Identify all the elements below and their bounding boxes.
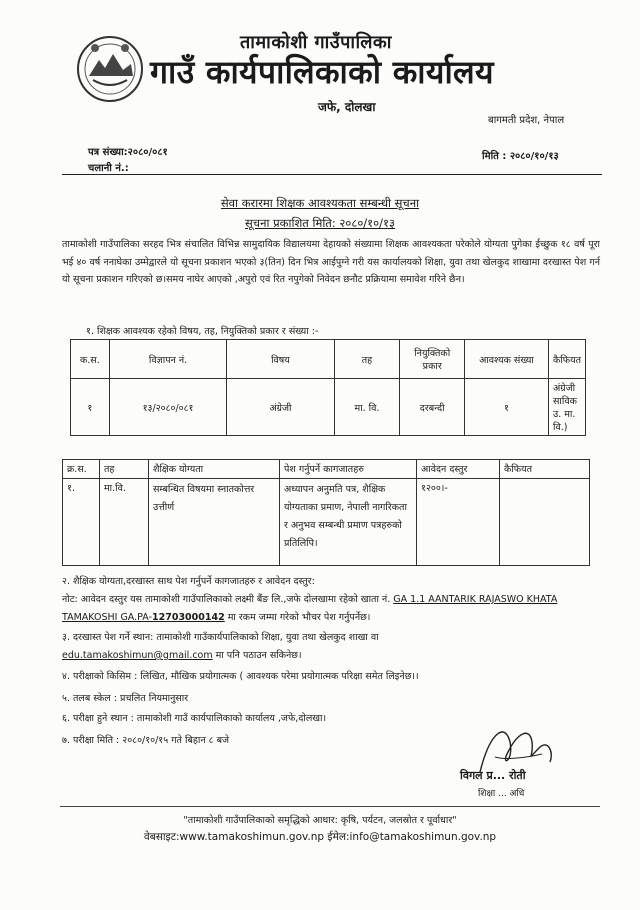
office-location: जफे, दोलखा [318,100,376,114]
cell-remarks [500,479,590,566]
municipality-name: तामाकोशी गाउँपालिका [240,32,392,53]
item-4: ४. परीक्षाको किसिम : लिखित, मौखिक प्रयोगात्मक ( आवश्यक परेमा प्रयोगात्मक परिक्षा समेत लिइनेछ।। [62,671,419,682]
col-sn: क.स. [71,340,110,379]
vacancy-table [70,339,586,436]
notice-publish-date: सूचना प्रकाशित मिति: २०८०/१०/१३ [245,216,395,230]
qualification-table [62,459,590,566]
cell-sn: १ [71,379,110,436]
cell-required-count: १ [464,379,548,436]
item-7: ७. परीक्षा मिति : २०८०/१०/१५ गते बिहान ८ बजे [62,735,230,746]
col-fee: आवेदन दस्तुर [417,460,500,479]
cell-advert-no: १३/२०८०/०८१ [109,379,227,436]
table-header-row [71,340,586,379]
item3-suffix: मा पनि पठाउन सकिनेछ। [212,650,302,661]
col-qualification: शैक्षिक योग्यता [149,460,280,479]
fee-note [62,591,600,627]
cell-qualification: सम्बन्धित विषयमा स्नातकोत्तर उत्तीर्ण [149,479,280,566]
col-remarks: कैफियत [500,460,590,479]
bank-account-name: GA 1.1 AANTARIK RAJASWO KHATA TAMAKOSHI GA.PA- [62,594,558,623]
cell-level: मा. वि. [334,379,400,436]
province-name: बागमती प्रदेश, नेपाल [488,115,565,126]
office-title: गाउँ कार्यपालिकाको कार्यालय [150,53,494,91]
col-required-count: आवश्यक संख्या [464,340,548,379]
government-emblem [75,34,145,104]
note-suffix: मा रकम जम्मा गरेको भौचर पेश गर्नुपर्नेछ। [224,612,371,623]
footer-motto: "तामाकोशी गाउँपालिकाको समृद्धिको आधार: कृषि, पर्यटन, जलस्रोत र पूर्वाधार" [183,815,457,826]
signatory-role: शिक्षा ... अधि [478,789,525,799]
table-row [63,479,590,566]
cell-fee: १२००।- [417,479,500,566]
table-row [71,379,586,436]
item-3 [62,629,600,665]
bank-account-number: 12703000142 [152,612,225,623]
note-prefix: नोट: आवेदन दस्तुर यस तामाकोशी गाउँपालिकाको लक्ष्मी बैंङ लि.,जफे दोलखामा रहेको खाता नं. [62,594,391,605]
col-documents: पेश गर्नुपर्ने कागजातहरु [280,460,417,479]
col-subject: विषय [227,340,334,379]
notice-body: तामाकोशी गाउँपालिका सरहद भित्र संचालित विभिन्न सामुदायिक विद्यालयमा देहायको संख्यामा शिक्षक आवश्यकता परेकोले योग्यता पुगेका ईच्छुक १८ वर्ष पूरा भई ४० वर्ष ननाघेका उम्मेद्वारले यो सूचना प्रकाशन भएको ३(तिन) दिन भित्र आईपुग्ने गरी यस कार्यालयको शिक्षा, युवा तथा खेलकुद शाखामा दरखास्त पेश गर्न यो सूचना प्रकाशन गरिएको छ।समय नाघेर आएको ,अपुरो एवं रित नपुगेको निवेदन छनौट प्रक्रियामा समावेश गरिने छैन। [62,239,600,285]
cell-sn: १. [63,479,100,566]
item-6: ६. परीक्षा हुने स्थान : तामाकोशी गाउँ कार्यपालिकाको कार्यालय ,जफे,दोलखा। [62,713,327,724]
col-remarks: कैफियत [548,340,585,379]
table-header-row [63,460,590,479]
col-level: तह [100,460,149,479]
email-link[interactable]: edu.tamakoshimun@gmail.com [62,650,213,661]
item3-prefix: ३. दरखास्त पेश गर्ने स्थान: तामाकोशी गाउँकार्यपालिकाको शिक्षा, युवा तथा खेलकुद शाखा वा [62,632,379,643]
notice-title: सेवा करारमा शिक्षक आवश्यकता सम्बन्धी सूचना [220,196,420,210]
section1-heading: १. शिक्षक आवश्यक रहेको विषय, तह, नियुक्तिको प्रकार र संख्या :- [86,326,319,337]
col-sn: क्र.स. [63,460,100,479]
col-appointment-type: नियुक्तिको प्रकार [400,340,465,379]
col-level: तह [334,340,400,379]
footer-divider [60,806,600,807]
cell-subject: अंग्रेजी [227,379,334,436]
header-divider [62,174,602,175]
signatory-name: विगल प्र... रोती [460,769,526,782]
letter-number: पत्र संख्या:२०८०/०८१ [88,147,168,158]
letter-date: मिति : २०८०/१०/१३ [482,151,559,162]
dispatch-number: चलानी नं.: [88,163,129,174]
cell-level: मा.वि. [100,479,149,566]
col-advert-no: विज्ञापन नं. [109,340,227,379]
cell-documents: अध्यापन अनुमति पत्र, शैक्षिक योग्यताका प्रमाण, नेपाली नागरिकता र अनुभव सम्बन्धी प्रमाण पत्रहरुको प्रतिलिपि। [280,479,417,566]
footer-contact[interactable]: वेबसाइट:www.tamakoshimun.gov.np ईमेल:info@tamakoshimun.gov.np [143,831,497,843]
cell-appointment-type: दरबन्दी [400,379,465,436]
cell-remarks: अंग्रेजी साविक उ. मा. वि.) [548,379,585,436]
item-2: २. शैक्षिक योग्यता,दरखास्त साथ पेश गर्नुपर्ने कागजातहरु र आवेदन दस्तुर: [62,576,315,587]
item-5: ५. तलब स्केल : प्रचलित नियमानुसार [62,693,189,704]
